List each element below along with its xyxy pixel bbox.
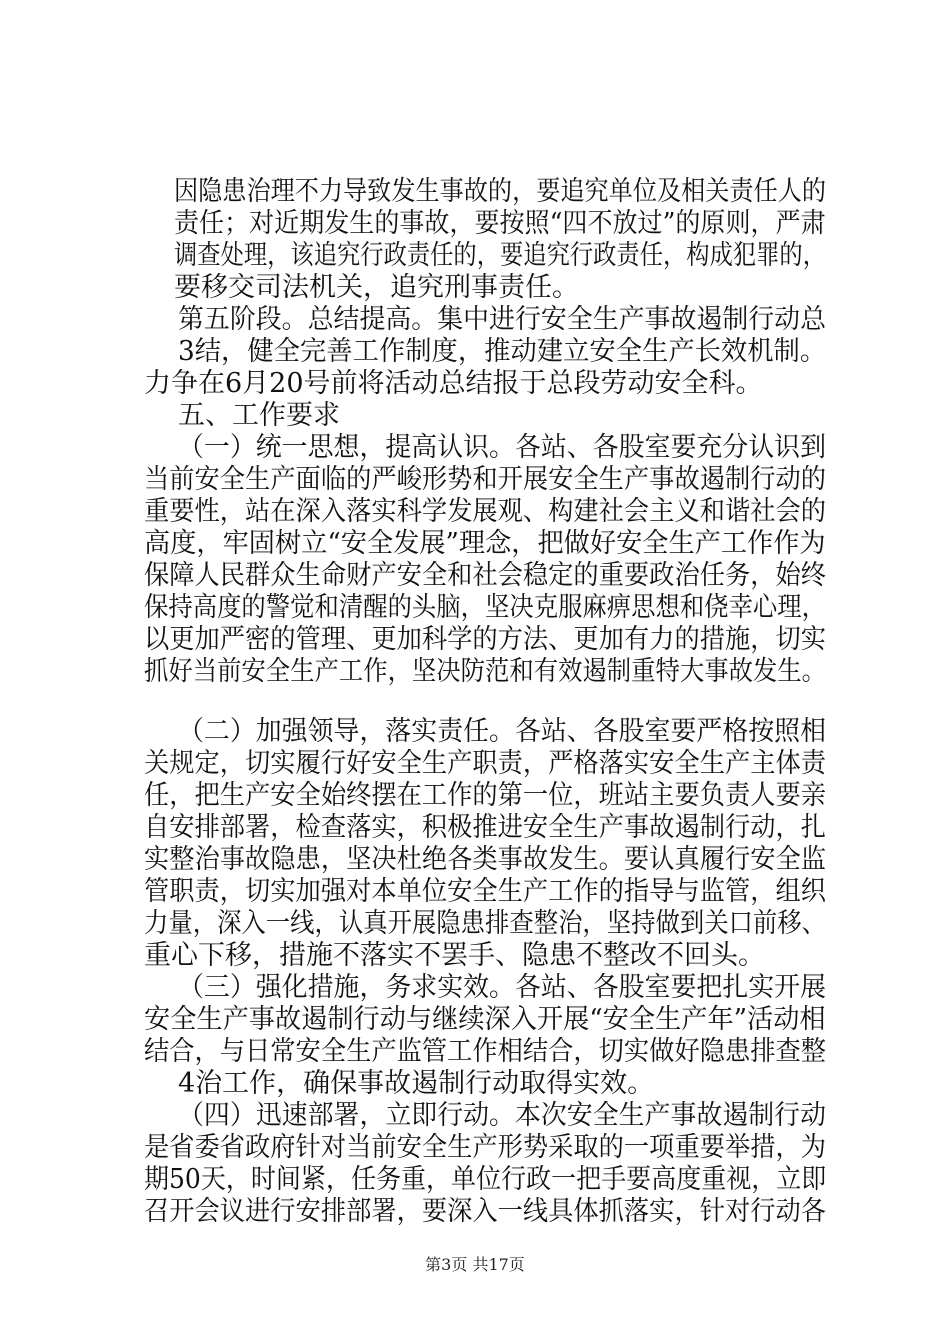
text-line: 调查处理，该追究行政责任的，要追究行政责任，构成犯罪的， (174, 240, 826, 271)
text-line: 安全生产事故遏制行动与继续深入开展“安全生产年”活动相 (144, 1004, 826, 1035)
text-line: 任，把生产安全始终摆在工作的第一位，班站主要负责人要亲 (144, 780, 826, 811)
text-line: 结合，与日常安全生产监管工作相结合，切实做好隐患排查整 (144, 1036, 826, 1067)
text-line: 期50天，时间紧，任务重，单位行政一把手要高度重视，立即 (144, 1164, 827, 1195)
text-line: 抓好当前安全生产工作，坚决防范和有效遏制重特大事故发生。 (144, 656, 826, 687)
text-line: 要移交司法机关，追究刑事责任。 (174, 272, 579, 303)
text-line: 保障人民群众生命财产安全和社会稳定的重要政治任务，始终 (144, 560, 826, 591)
section-heading: 五、工作要求 (178, 400, 340, 431)
text-line: 力争在6月20号前将活动总结报于总段劳动安全科。 (144, 368, 763, 399)
text-line: 第五阶段。总结提高。集中进行安全生产事故遏制行动总 (178, 304, 826, 335)
text-line: 因隐患治理不力导致发生事故的，要追究单位及相关责任人的 (174, 176, 826, 207)
text-line: 召开会议进行安排部署，要深入一线具体抓落实，针对行动各 (144, 1196, 826, 1227)
text-line: 高度，牢固树立“安全发展”理念，把做好安全生产工作作为 (144, 528, 826, 559)
text-line: 责任；对近期发生的事故，要按照“四不放过”的原则，严肃 (174, 208, 826, 239)
text-line: （四）迅速部署，立即行动。本次安全生产事故遏制行动 (178, 1100, 826, 1131)
text-line: 当前安全生产面临的严峻形势和开展安全生产事故遏制行动的 (144, 464, 826, 495)
text-line: 3结，健全完善工作制度，推动建立安全生产长效机制。 (178, 336, 827, 367)
page-number-footer: 第3页 共17页 (425, 1255, 525, 1274)
text-line: 是省委省政府针对当前安全生产形势采取的一项重要举措，为 (144, 1132, 826, 1163)
text-line: 重心下移，措施不落实不罢手、隐患不整改不回头。 (144, 940, 765, 971)
text-line: 保持高度的警觉和清醒的头脑，坚决克服麻痹思想和侥幸心理， (144, 592, 826, 623)
text-line: 重要性，站在深入落实科学发展观、构建社会主义和谐社会的 (144, 496, 826, 527)
text-line: （二）加强领导，落实责任。各站、各股室要严格按照相 (178, 716, 826, 747)
text-line: （三）强化措施，务求实效。各站、各股室要把扎实开展 (178, 972, 826, 1003)
text-line: 自安排部署，检查落实，积极推进安全生产事故遏制行动，扎 (144, 812, 826, 843)
text-line: 管职责，切实加强对本单位安全生产工作的指导与监管，组织 (144, 876, 826, 907)
text-line: 关规定，切实履行好安全生产职责，严格落实安全生产主体责 (144, 748, 826, 779)
text-line: 实整治事故隐患，坚决杜绝各类事故发生。要认真履行安全监 (144, 844, 826, 875)
text-line: 力量，深入一线，认真开展隐患排查整治，坚持做到关口前移、 (144, 908, 826, 939)
text-line: （一）统一思想，提高认识。各站、各股室要充分认识到 (178, 432, 826, 463)
text-line: 以更加严密的管理、更加科学的方法、更加有力的措施，切实 (144, 624, 826, 655)
text-line: 4治工作，确保事故遏制行动取得实效。 (178, 1068, 655, 1099)
